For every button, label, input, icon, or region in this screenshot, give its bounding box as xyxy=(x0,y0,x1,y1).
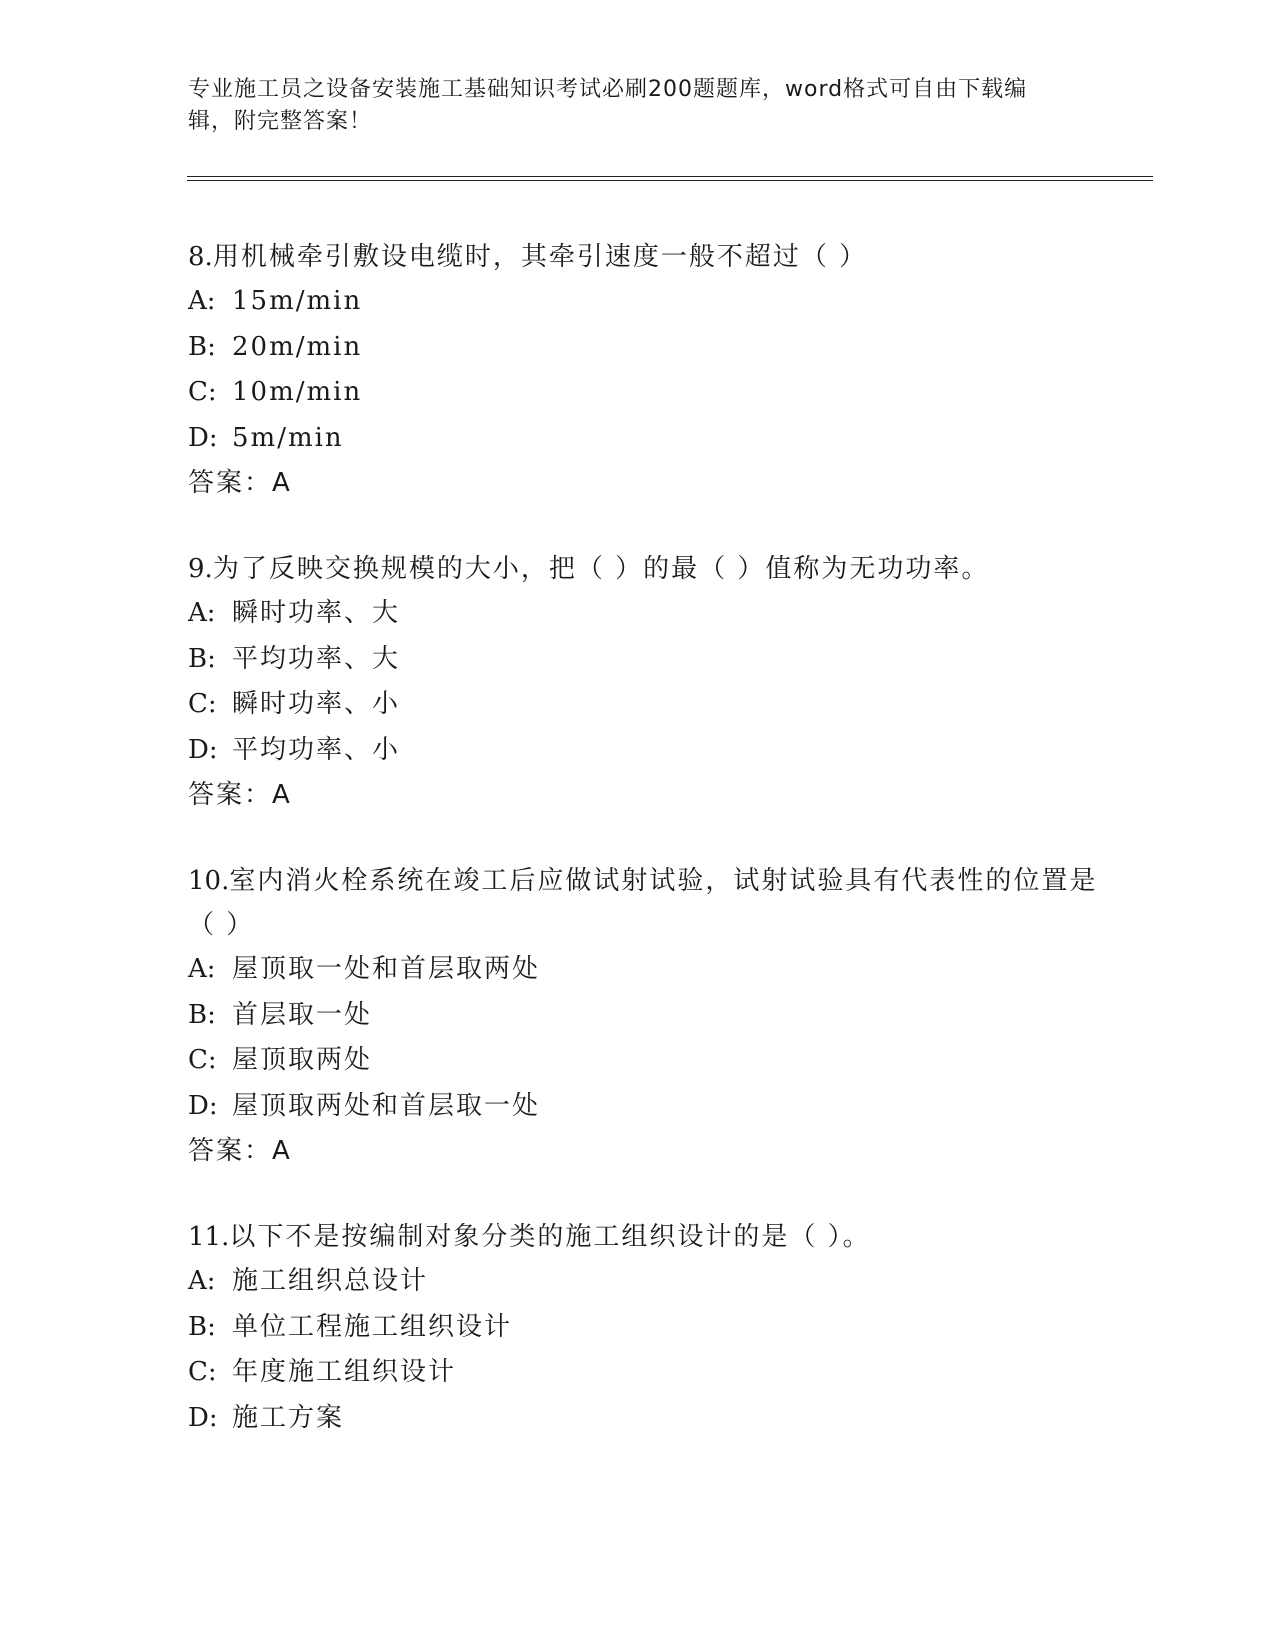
option-letter: A: xyxy=(188,1266,216,1296)
question-11 xyxy=(188,1215,1108,1441)
option-a xyxy=(188,1259,1108,1305)
document-header: 专业施工员之设备安装施工基础知识考试必刷200题题库，word格式可自由下载编辑，附完整答案！ xyxy=(188,77,1028,134)
option-letter: C: xyxy=(188,1357,217,1387)
answer-label: 答案： xyxy=(188,780,273,810)
option-c xyxy=(188,682,1108,728)
answer-value: A xyxy=(272,1136,290,1166)
option-letter: B: xyxy=(188,999,216,1030)
question-8 xyxy=(188,235,1108,505)
answer-value: A xyxy=(272,780,290,810)
option-d xyxy=(188,728,1108,774)
option-letter: D: xyxy=(188,1090,218,1121)
option-c xyxy=(188,1038,1108,1084)
option-b xyxy=(188,325,1108,371)
option-text: 屋顶取两处 xyxy=(232,1045,373,1075)
question-number: 8. xyxy=(188,242,213,272)
option-letter: C: xyxy=(188,1045,217,1075)
option-letter: B: xyxy=(188,643,216,674)
option-letter: A: xyxy=(188,954,216,984)
option-text: 平均功率、大 xyxy=(232,643,401,674)
answer-value: A xyxy=(272,468,290,498)
option-text: 平均功率、小 xyxy=(232,734,401,765)
question-10 xyxy=(188,859,1108,1173)
option-text: 屋顶取两处和首层取一处 xyxy=(232,1090,541,1121)
option-b xyxy=(188,993,1108,1039)
option-letter: C: xyxy=(188,377,217,407)
option-letter: A: xyxy=(188,286,216,316)
answer-line xyxy=(188,773,1108,817)
option-text: 施工方案 xyxy=(232,1402,345,1433)
option-text: 施工组织总设计 xyxy=(232,1266,429,1296)
question-text: 为了反映交换规模的大小，把（ ）的最（ ）值称为无功功率。 xyxy=(212,554,990,584)
answer-label: 答案： xyxy=(188,1136,273,1166)
option-text: 20m/min xyxy=(232,331,363,362)
question-text: 以下不是按编制对象分类的施工组织设计的是（ ）。 xyxy=(229,1222,871,1252)
answer-line xyxy=(188,1129,1108,1173)
option-letter: C: xyxy=(188,689,217,719)
option-b xyxy=(188,1305,1108,1351)
option-text: 瞬时功率、大 xyxy=(232,598,401,628)
question-stem xyxy=(188,859,1108,947)
option-a xyxy=(188,947,1108,993)
option-a xyxy=(188,279,1108,325)
option-text: 年度施工组织设计 xyxy=(232,1357,457,1387)
option-letter: B: xyxy=(188,1311,216,1342)
option-d xyxy=(188,1396,1108,1442)
option-letter: B: xyxy=(188,331,216,362)
question-stem xyxy=(188,547,1108,591)
question-list xyxy=(188,235,1108,1483)
header-double-rule xyxy=(187,176,1153,181)
option-c xyxy=(188,370,1108,416)
option-text: 单位工程施工组织设计 xyxy=(232,1311,513,1342)
option-text: 15m/min xyxy=(232,286,363,316)
question-number: 9. xyxy=(188,554,213,584)
option-text: 首层取一处 xyxy=(232,999,373,1030)
option-letter: D: xyxy=(188,1402,218,1433)
answer-line xyxy=(188,461,1108,505)
option-c xyxy=(188,1350,1108,1396)
question-number: 11. xyxy=(188,1222,230,1252)
question-text: 用机械牵引敷设电缆时，其牵引速度一般不超过（ ） xyxy=(212,242,868,272)
option-letter: A: xyxy=(188,598,216,628)
option-d xyxy=(188,416,1108,462)
option-b xyxy=(188,637,1108,683)
question-9 xyxy=(188,547,1108,817)
option-text: 屋顶取一处和首层取两处 xyxy=(232,954,541,984)
option-a xyxy=(188,591,1108,637)
option-letter: D: xyxy=(188,734,218,765)
option-letter: D: xyxy=(188,422,218,453)
option-text: 5m/min xyxy=(232,422,344,453)
option-text: 10m/min xyxy=(232,377,363,407)
option-text: 瞬时功率、小 xyxy=(232,689,401,719)
option-d xyxy=(188,1084,1108,1130)
question-stem xyxy=(188,1215,1108,1259)
question-stem xyxy=(188,235,1108,279)
question-number: 10. xyxy=(188,866,230,896)
question-text: 室内消火栓系统在竣工后应做试射试验，试射试验具有代表性的位置是（ ） xyxy=(188,866,1098,940)
answer-label: 答案： xyxy=(188,468,273,498)
